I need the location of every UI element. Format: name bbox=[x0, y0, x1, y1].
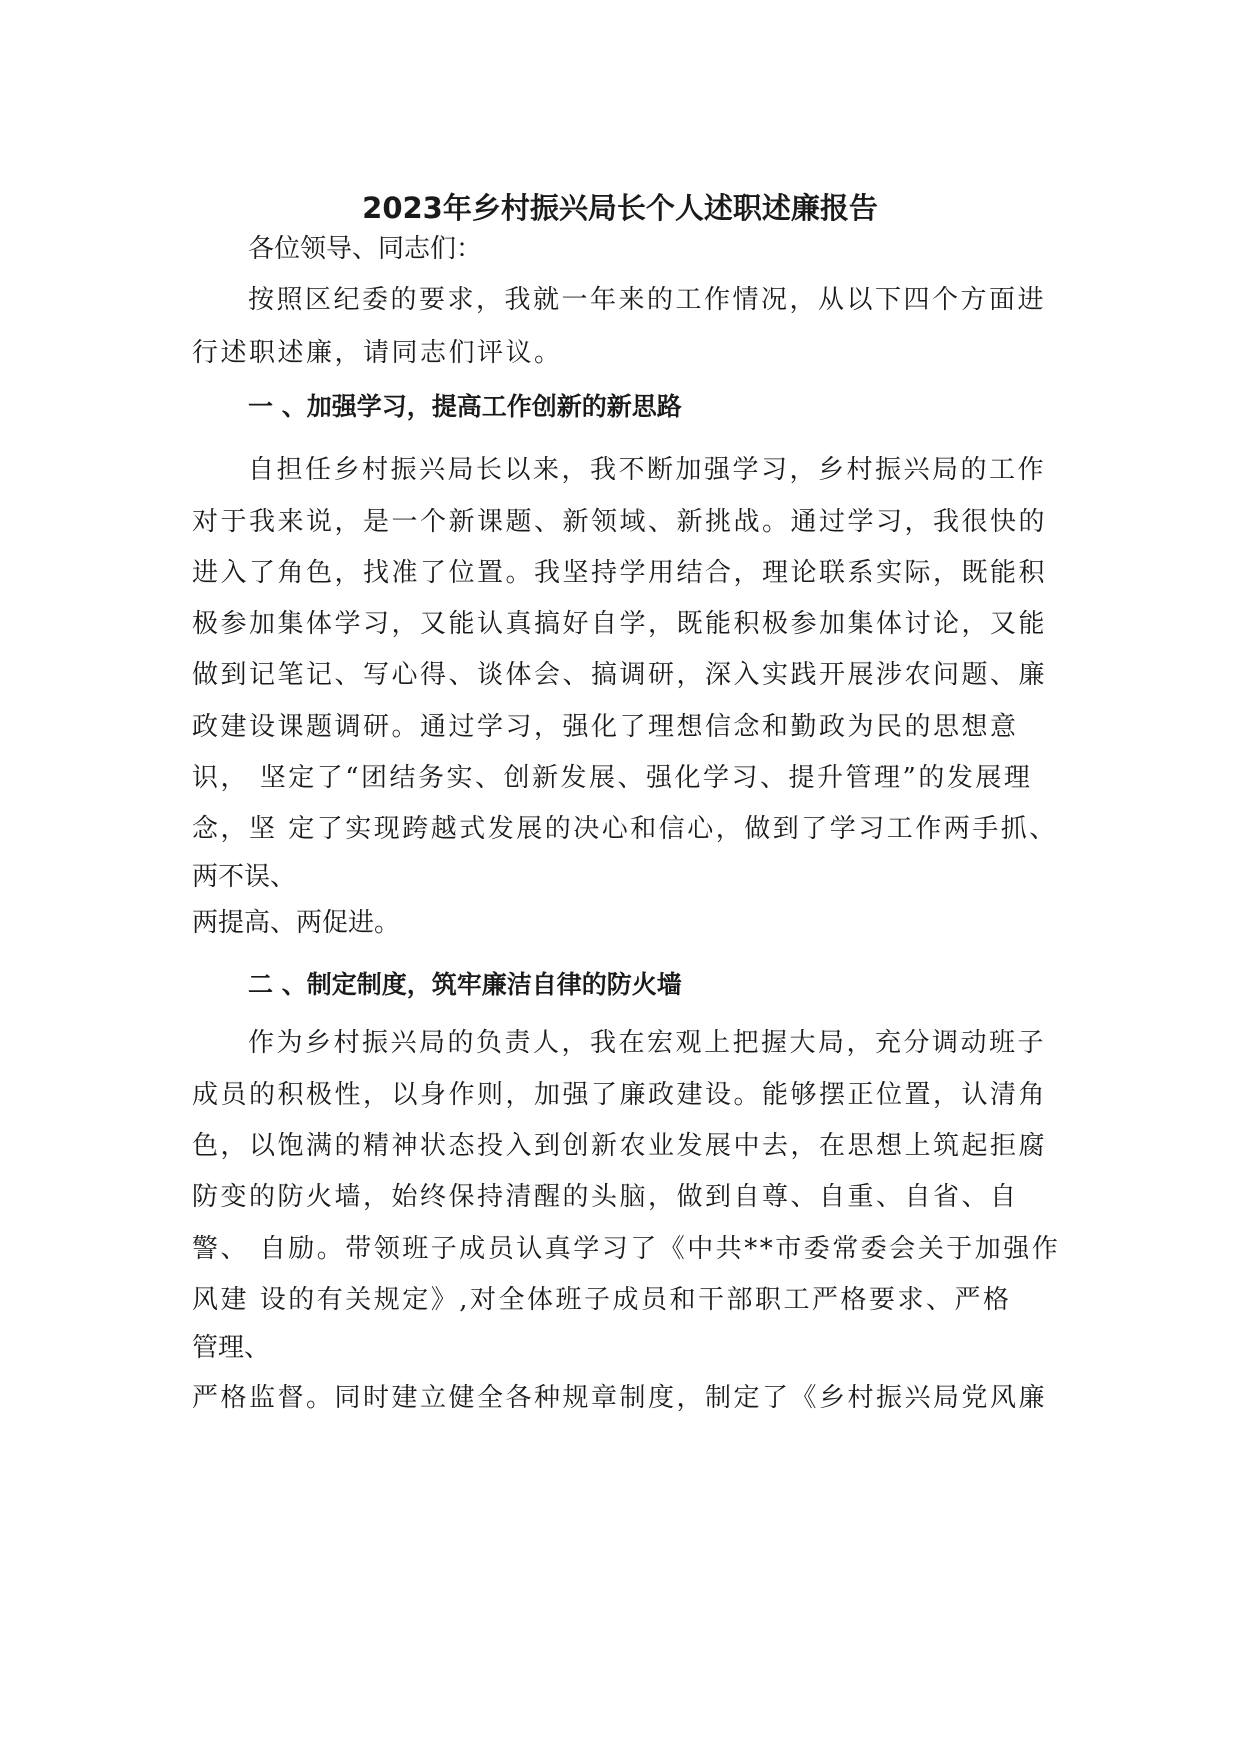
paragraph-line: 做到记笔记、写心得、谈体会、搞调研，深入实践开展涉农问题、廉 bbox=[192, 660, 1048, 690]
paragraph-line: 两提高、两促进。 bbox=[192, 908, 401, 938]
paragraph-line: 极参加集体学习，又能认真搞好自学，既能积极参加集体讨论，又能 bbox=[192, 609, 1048, 639]
paragraph-line: 警、 自励。带领班子成员认真学习了《中共**市委常委会关于加强作 bbox=[192, 1234, 1061, 1264]
section-heading: 一 、加强学习，提高工作创新的新思路 bbox=[248, 392, 682, 421]
paragraph-line: 防变的防火墙，始终保持清醒的头脑，做到自尊、自重、自省、自 bbox=[192, 1182, 1019, 1212]
paragraph-line: 管理、 bbox=[192, 1333, 271, 1363]
document-title: 2023年乡村振兴局长个人述职述廉报告 bbox=[362, 191, 878, 225]
paragraph-line: 两不误、 bbox=[192, 862, 297, 892]
intro-line: 行述职述廉，请同志们评议。 bbox=[192, 338, 563, 368]
paragraph-line: 政建设课题调研。通过学习，强化了理想信念和勤政为民的思想意 bbox=[192, 712, 1019, 742]
salutation: 各位领导、同志们： bbox=[248, 234, 483, 264]
section-heading: 二 、制定制度，筑牢廉洁自律的防火墙 bbox=[248, 970, 682, 999]
intro-line: 按照区纪委的要求，我就一年来的工作情况，从以下四个方面进 bbox=[248, 285, 1047, 315]
paragraph-line: 色，以饱满的精神状态投入到创新农业发展中去，在思想上筑起拒腐 bbox=[192, 1131, 1048, 1161]
paragraph-line: 对于我来说，是一个新课题、新领域、新挑战。通过学习，我很快的 bbox=[192, 507, 1048, 537]
paragraph-line: 念，坚 定了实现跨越式发展的决心和信心，做到了学习工作两手抓、 bbox=[192, 814, 1058, 844]
paragraph-line: 自担任乡村振兴局长以来，我不断加强学习，乡村振兴局的工作 bbox=[248, 455, 1047, 485]
paragraph-line: 严格监督。同时建立健全各种规章制度，制定了《乡村振兴局党风廉 bbox=[192, 1383, 1048, 1413]
paragraph-line: 识， 坚定了“团结务实、创新发展、强化学习、提升管理”的发展理 bbox=[192, 763, 1033, 793]
paragraph-line: 进入了角色，找准了位置。我坚持学用结合，理论联系实际，既能积 bbox=[192, 558, 1048, 588]
paragraph-line: 成员的积极性，以身作则，加强了廉政建设。能够摆正位置，认清角 bbox=[192, 1080, 1048, 1110]
paragraph-line: 风建 设的有关规定》,对全体班子成员和干部职工严格要求、严格 bbox=[192, 1285, 1012, 1315]
paragraph-line: 作为乡村振兴局的负责人，我在宏观上把握大局，充分调动班子 bbox=[248, 1028, 1047, 1058]
